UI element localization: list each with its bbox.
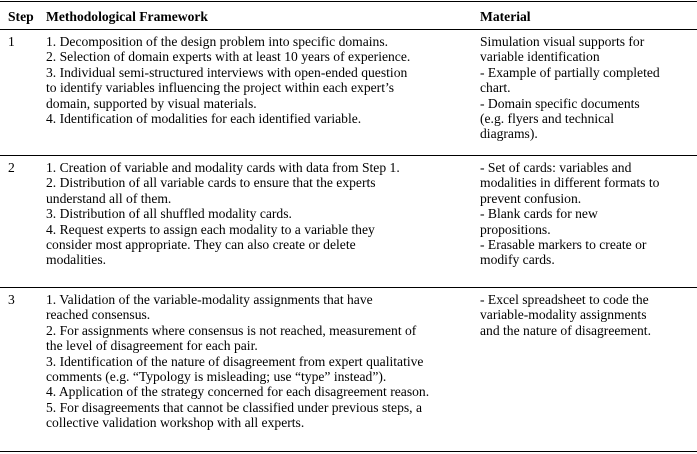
row-2-method-line: 2. Distribution of all variable cards to ensure that the experts <box>46 175 376 191</box>
row-1-method <box>46 34 471 126</box>
table-bottom-rule <box>0 451 697 452</box>
row-2-material-line: - Erasable markers to create or <box>480 237 647 253</box>
row-2-method-line: understand all of them. <box>46 190 172 206</box>
row-2-method <box>46 160 471 268</box>
row-3-method-line: 5. For disagreements that cannot be classified under previous steps, a <box>46 399 422 415</box>
row-1-method-line: 2. Selection of domain experts with at least 10 years of experience. <box>46 49 411 65</box>
row-1-material-line: chart. <box>480 80 511 96</box>
row-3-step: 3 <box>8 292 15 307</box>
row-1-step: 1 <box>8 34 15 49</box>
row-2-material-line: - Blank cards for new <box>480 206 598 222</box>
row-3-material-line: variable-modality assignments <box>480 307 647 323</box>
row-3-material <box>480 292 692 338</box>
row-3-material-line: and the nature of disagreement. <box>480 322 651 338</box>
row-1-rule <box>0 155 697 156</box>
row-3-method-line: collective validation workshop with all experts. <box>46 415 305 431</box>
row-2-method-line: 1. Creation of variable and modality cards with data from Step 1. <box>46 160 400 175</box>
header-rule <box>0 29 697 30</box>
header-material: Material <box>480 9 531 24</box>
row-1-method-line: 3. Individual semi-structured interviews with open-ended question <box>46 64 408 80</box>
row-3-method-line: 4. Application of the strategy concerned for each disagreement reason. <box>46 384 430 400</box>
row-3-method-line: 1. Validation of the variable-modality assignments that have <box>46 292 373 307</box>
row-3-method <box>46 292 471 431</box>
row-1-method-line: 1. Decomposition of the design problem into specific domains. <box>46 34 389 49</box>
row-2-material-line: modify cards. <box>480 252 555 268</box>
table-top-rule <box>0 1 697 2</box>
row-1-material-line: - Example of partially completed <box>480 64 660 80</box>
header-method: Methodological Framework <box>46 9 208 24</box>
row-2-material-line: propositions. <box>480 221 551 237</box>
row-3-material-line: - Excel spreadsheet to code the <box>480 292 649 307</box>
row-1-method-line: domain, supported by visual materials. <box>46 95 257 111</box>
row-2-method-line: consider most appropriate. They can also create or delete <box>46 237 356 253</box>
row-2-material-line: - Set of cards: variables and <box>480 160 632 175</box>
row-1-method-line: to identify variables influencing the project within each expert’s <box>46 80 395 96</box>
row-1-material-line: variable identification <box>480 49 600 65</box>
row-2-method-line: modalities. <box>46 252 107 268</box>
row-1-material-line: (e.g. flyers and technical <box>480 111 614 127</box>
row-2-step: 2 <box>8 160 15 175</box>
row-2-method-line: 3. Distribution of all shuffled modality cards. <box>46 206 292 222</box>
row-2-material <box>480 160 692 268</box>
row-3-method-line: the level of disagreement for each pair. <box>46 338 258 354</box>
row-2-rule <box>0 287 697 288</box>
row-2-material-line: modalities in different formats to <box>480 175 660 191</box>
row-1-material-line: diagrams). <box>480 126 538 142</box>
row-1-method-line: 4. Identification of modalities for each identified variable. <box>46 111 362 127</box>
row-3-method-line: reached consensus. <box>46 307 151 323</box>
row-3-method-line: 3. Identification of the nature of disagreement from expert qualitative <box>46 353 424 369</box>
row-1-material <box>480 34 692 142</box>
row-3-method-line: comments (e.g. “Typology is misleading; use “type” instead”). <box>46 369 387 385</box>
row-2-method-line: 4. Request experts to assign each modality to a variable they <box>46 221 375 237</box>
row-3-method-line: 2. For assignments where consensus is not reached, measurement of <box>46 322 417 338</box>
row-2-material-line: prevent confusion. <box>480 190 582 206</box>
row-1-material-line: - Domain specific documents <box>480 95 640 111</box>
header-step: Step <box>8 9 34 24</box>
row-1-material-line: Simulation visual supports for <box>480 34 645 49</box>
